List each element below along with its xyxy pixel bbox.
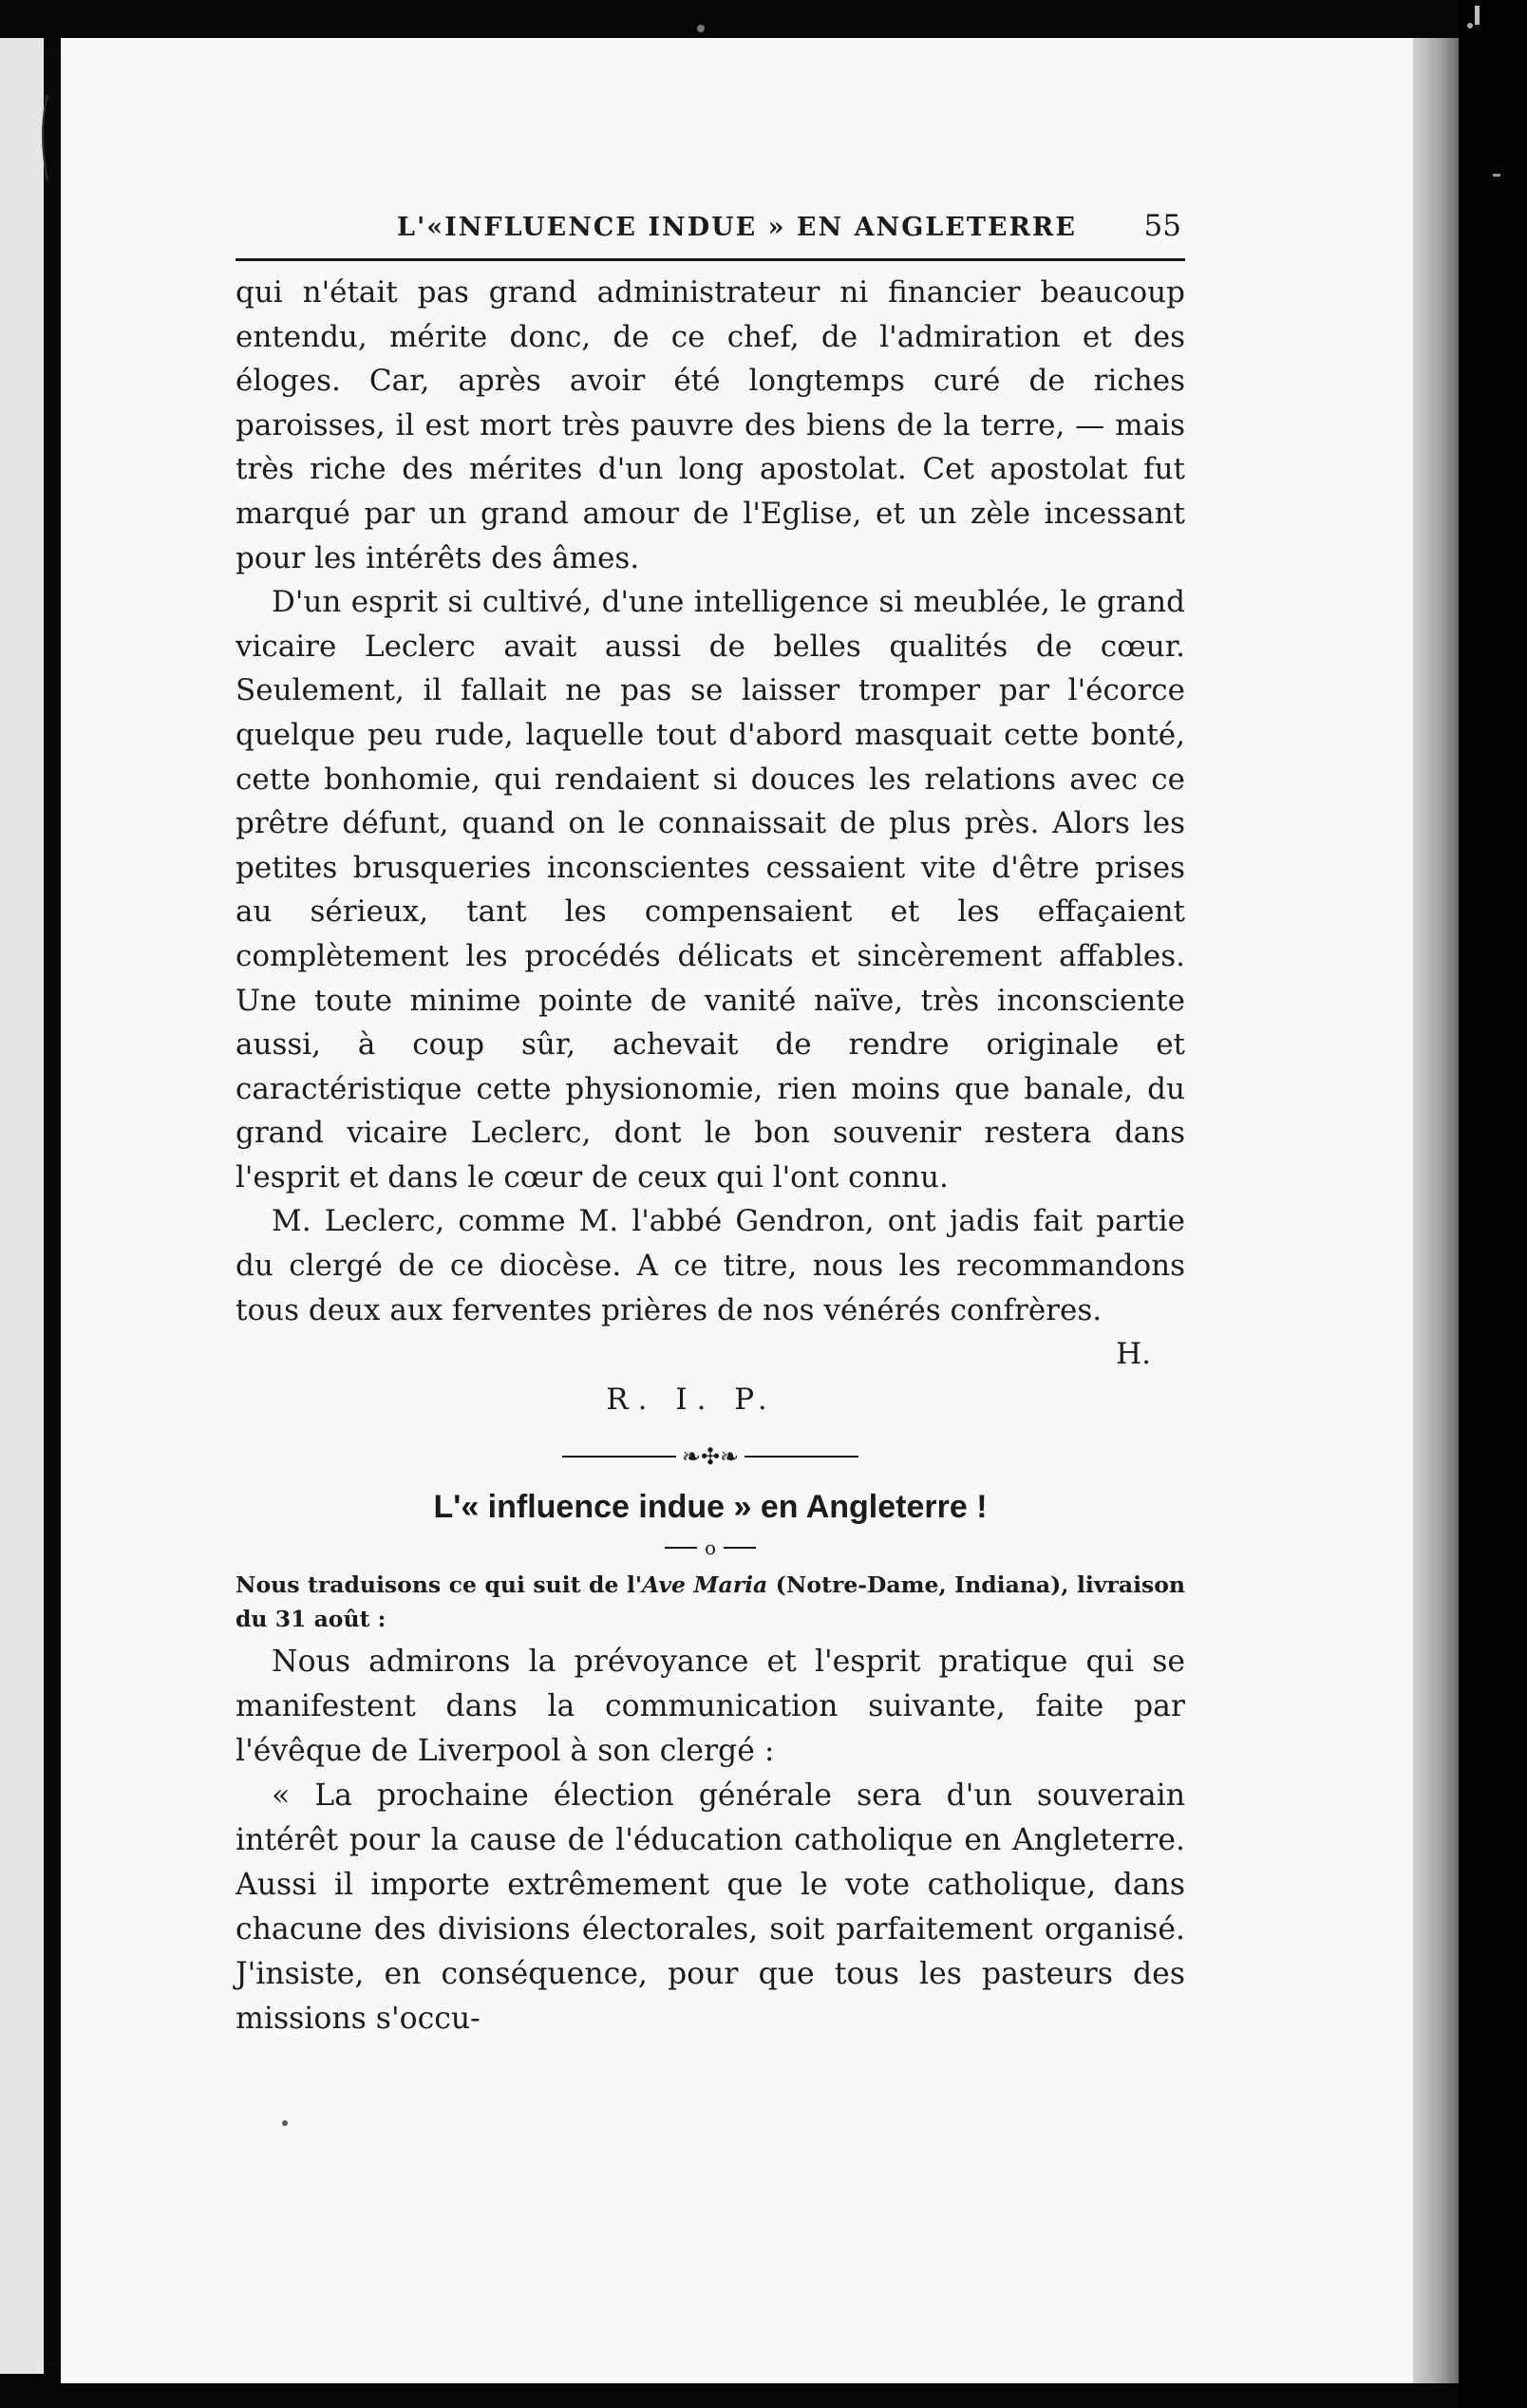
ornament-rule-left [562,1456,676,1458]
paragraph: M. Leclerc, comme M. l'abbé Gendron, ont jadis fait partie du clergé de ce diocèse. A ce titre, nous les recommandons tous deux aux ferventes prières de nos vénérés confrères. [236,1204,1185,1327]
binding-gutter [44,47,61,2364]
translation-note [236,1568,1185,1636]
page-number: 55 [1143,209,1181,243]
paragraph: D'un esprit si cultivé, d'une intelligence si meublée, le grand vicaire Leclerc avait aussi de belles qualités de cœur. Seulement, il fallait ne pas se laisser tromper par l'écorce quelque peu rude, laquelle tout d'abord masquait cette bonté, cette bonhomie, qui rendaient si douces les relations avec ce prêtre défunt, quand on le connaissait de plus près. Alors les petites brusqueries inconscientes cessaient vite d'être prises au sérieux, tant les compensaient et les effaçaient complètement les procédés délicats et sincèrement affables. Une toute minime pointe de vanité naïve, très inconsciente aussi, à coup sûr, achevait de rendre originale et caractéristique cette physionomie, rien moins que banale, du grand vicaire Leclerc, dont le bon souvenir restera dans l'esprit et dans le cœur de ceux qui l'ont connu. [236,585,1185,1195]
note-text-after: (Notre-Dame, Indiana), livraison du 31 août : [236,1571,1185,1633]
separator-mark: o [704,1536,717,1560]
source-title: Ave Maria [642,1571,768,1599]
obituary-continuation [236,271,1185,1332]
article-body [236,1640,1185,2041]
paragraph: « La prochaine élection générale sera d'un souverain intérêt pour la cause de l'éducation catholique en Angleterre. Aussi il importe extrêmement que le vote catholique, dans chacune des divisions électorales, soit parfaitement organisé. J'insiste, en conséquence, pour que tous les pasteurs des missions s'occu- [236,1778,1185,2037]
header-rule [236,258,1185,261]
ornament-rule-right [745,1456,858,1458]
fleuron-icon: ❧✣❧ [681,1443,740,1471]
author-signature: H. [1116,1337,1151,1372]
paragraph: Nous admirons la prévoyance et l'esprit pratique qui se manifestent dans la communication suivante, faite par l'évêque de Liverpool à son clergé : [236,1645,1185,1769]
paragraph: qui n'était pas grand administrateur ni financier beaucoup entendu, mérite donc, de ce chef, de l'admiration et des éloges. Car, après avoir été longtemps curé de riches paroisses, il est mort très pauvre des biens de la terre, — mais très riche des mérites d'un long apostolat. Cet apostolat fut marqué par un grand amour de l'Eglise, et un zèle incessant pour les intérêts des âmes. [236,275,1185,575]
scan-border [1459,0,1527,2408]
separator-rule-right [724,1547,756,1549]
closing-rip: R. I. P. [606,1383,777,1418]
section-ornament [236,1437,1185,1477]
running-title: L'«INFLUENCE INDUE » EN ANGLETERRE [397,213,1077,242]
note-text-before: Nous traduisons ce qui suit de l' [236,1571,643,1599]
separator-rule-left [665,1547,697,1549]
page-edge-shadow [1413,38,1459,2383]
title-separator [236,1533,1185,1562]
page-text [236,209,1185,2041]
running-head [236,209,1185,258]
section-title: L'« influence indue » en Angleterre ! [433,1489,988,1526]
facing-page-edge [0,38,44,2374]
